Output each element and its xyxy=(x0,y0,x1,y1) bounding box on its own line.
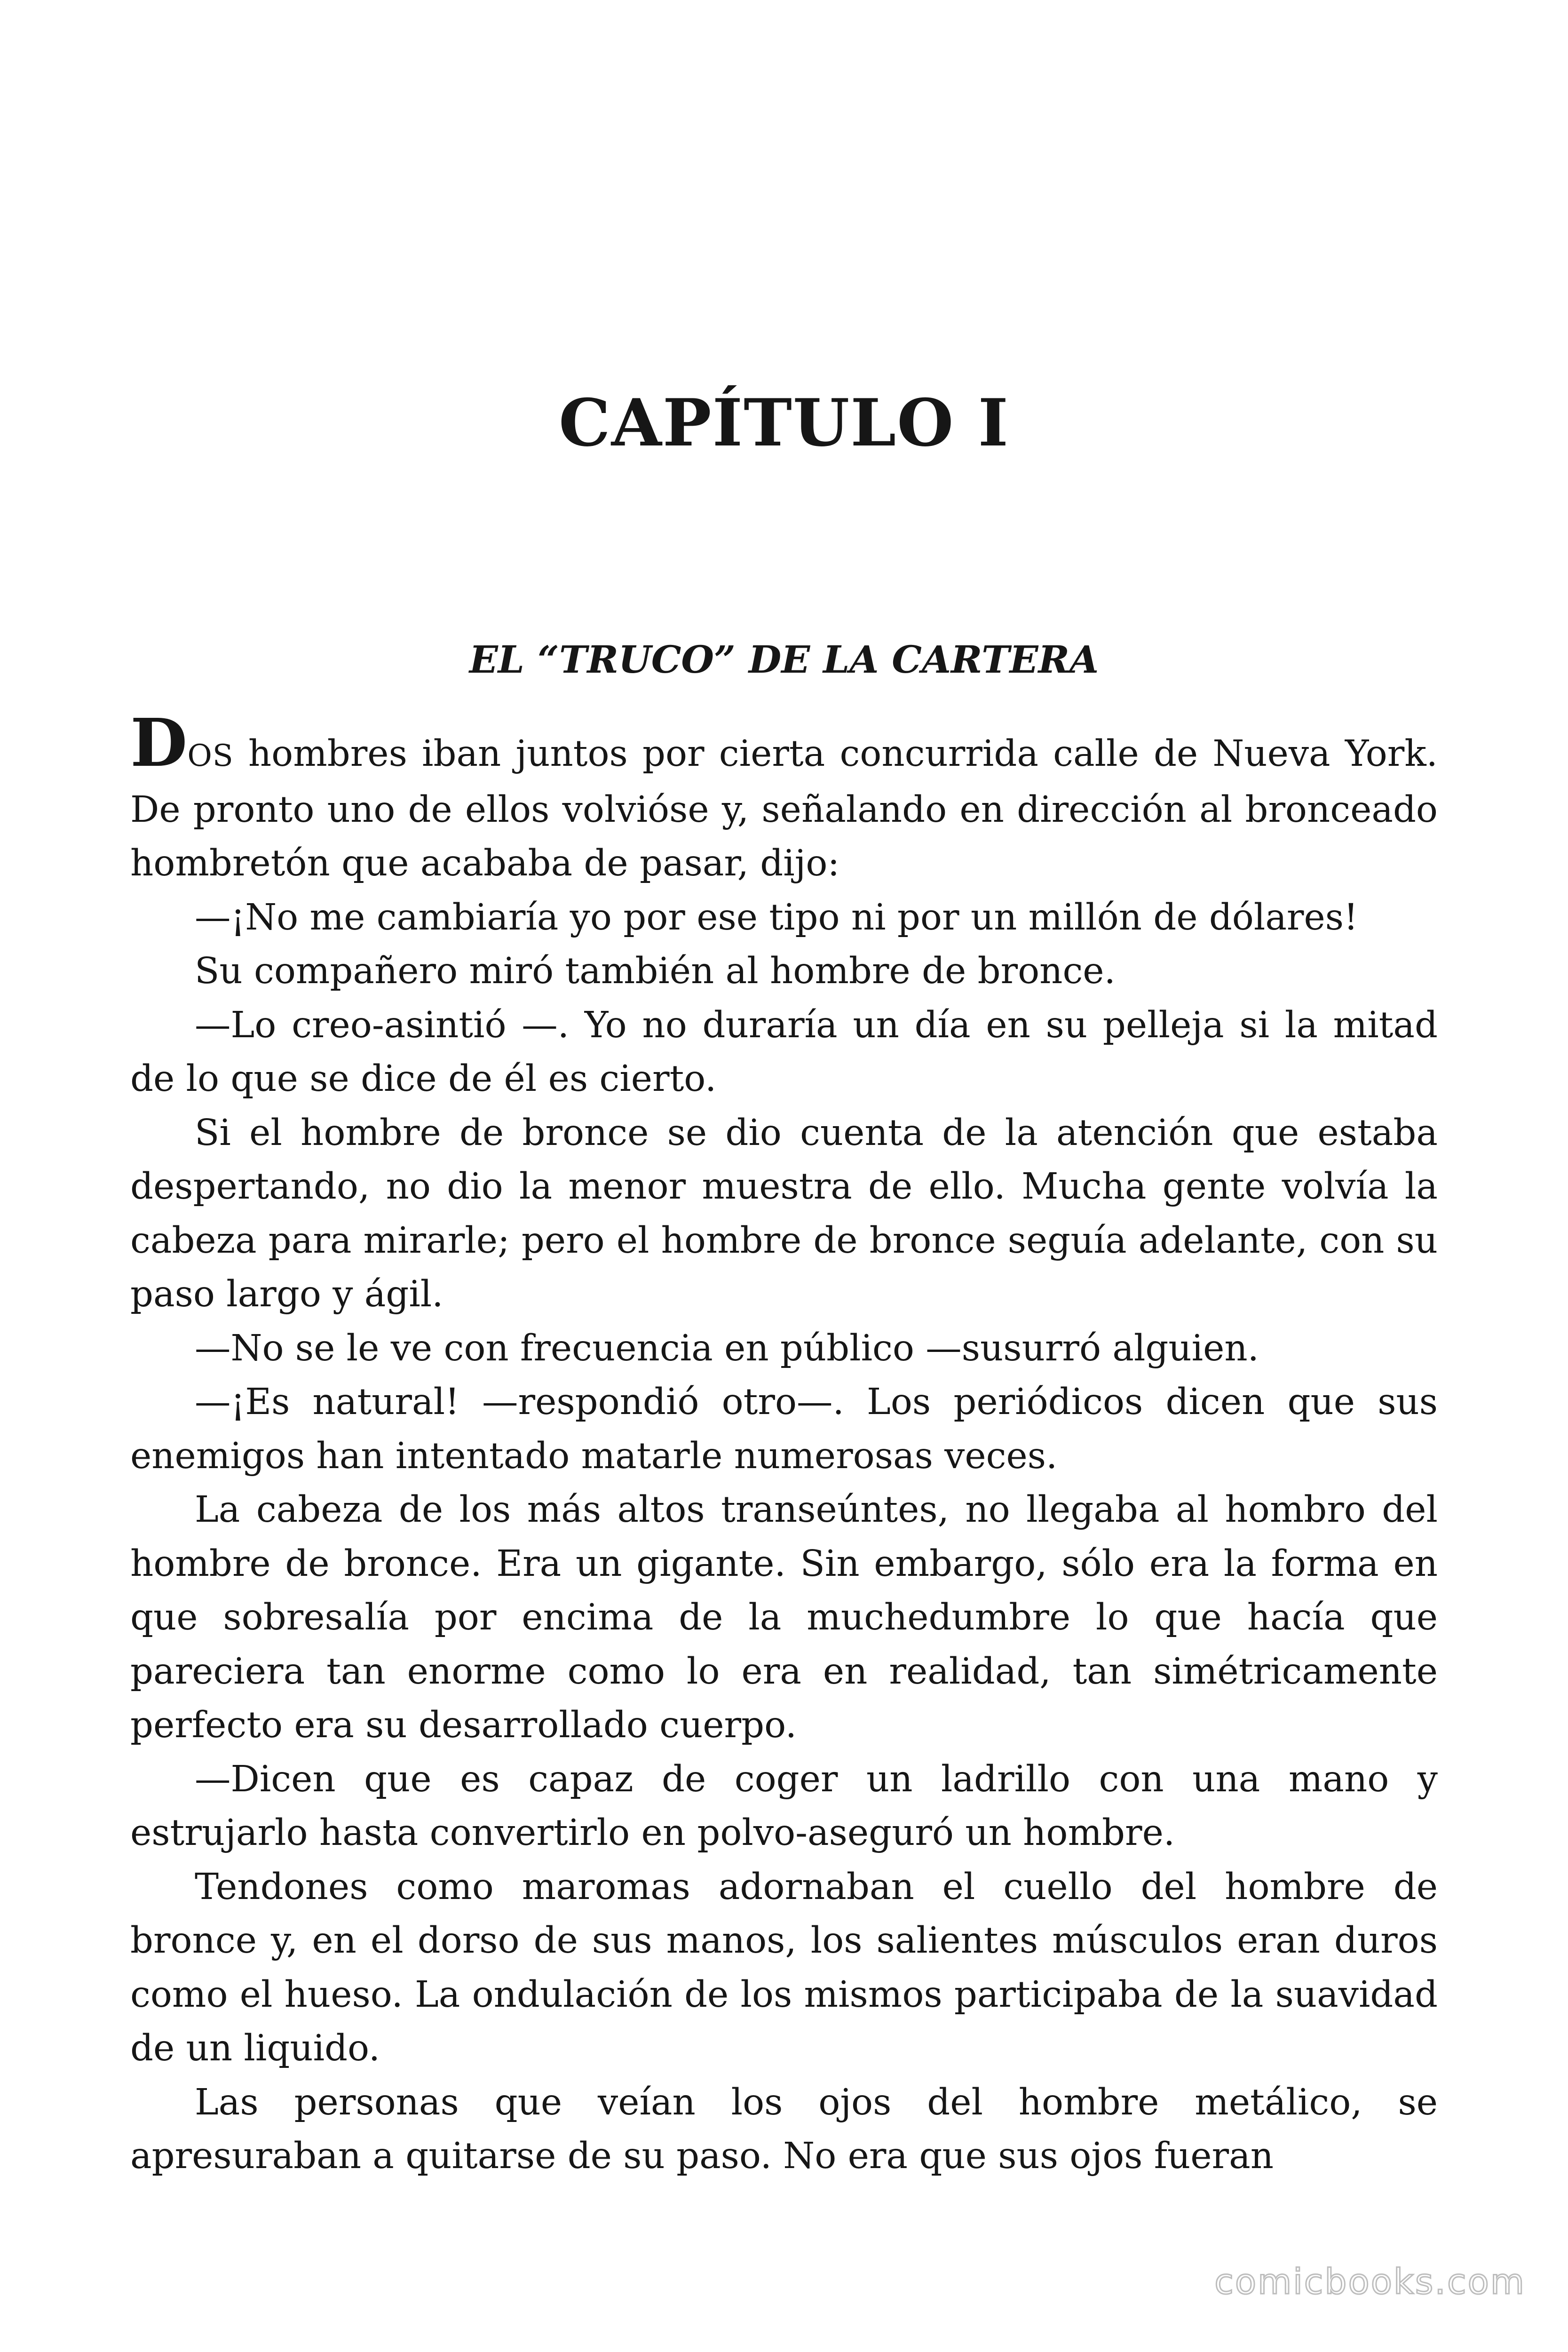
paragraph: —Lo creo-asintió —. Yo no duraría un día en su pelleja si la mitad de lo que se dice de él es cierto. xyxy=(130,1004,1438,1100)
drop-cap: D xyxy=(130,705,188,782)
paragraph: Si el hombre de bronce se dio cuenta de la atención que estaba despertando, no dio la menor muestra de ello. Mucha gente volvía la cabeza para mirarle; pero el hombre de bronce seguía adelante, con su paso largo y ágil. xyxy=(130,1112,1438,1315)
paragraph: —¡No me cambiaría yo por ese tipo ni por un millón de dólares! xyxy=(195,896,1358,938)
paragraph: La cabeza de los más altos transeúntes, no llegaba al hombro del hombre de bronce. Era un gigante. Sin embargo, sólo era la forma en que sobresalía por encima de la muchedumbre lo que hacía que pareciera tan enorme como lo era en realidad, tan simétricamente perfecto era su desarrollado cuerpo. xyxy=(130,1489,1438,1746)
paragraph: —No se le ve con frecuencia en público —susurró alguien. xyxy=(195,1327,1259,1369)
body-text xyxy=(130,705,1438,2184)
paragraph: —¡Es natural! —respondió otro—. Los periódicos dicen que sus enemigos han intentado matarle numerosas veces. xyxy=(130,1381,1438,1477)
section-title: EL “TRUCO” DE LA CARTERA xyxy=(469,637,1099,682)
paragraph: Las personas que veían los ojos del hombre metálico, se apresuraban a quitarse de su paso. No era que sus ojos fueran xyxy=(130,2081,1438,2177)
chapter-title: CAPÍTULO I xyxy=(558,384,1010,461)
paragraph: —Dicen que es capaz de coger un ladrillo con una mano y estrujarlo hasta convertirlo en polvo-aseguró un hombre. xyxy=(130,1758,1438,1854)
paragraph: Tendones como maromas adornaban el cuello del hombre de bronce y, en el dorso de sus manos, los salientes músculos eran duros como el hueso. La ondulación de los mismos participaba de la suavidad de un liquido. xyxy=(130,1866,1438,2069)
drop-cap-small-caps: OS xyxy=(187,739,234,773)
watermark: comicbooks.com xyxy=(1214,2262,1526,2302)
paragraph-text: hombres iban juntos por cierta concurrida calle de Nueva York. De pronto uno de ellos volvióse y, señalando en dirección al bronceado hombretón que acababa de pasar, dijo: xyxy=(130,733,1438,884)
paragraph: Su compañero miró también al hombre de bronce. xyxy=(195,950,1116,992)
paragraph xyxy=(130,705,1438,891)
